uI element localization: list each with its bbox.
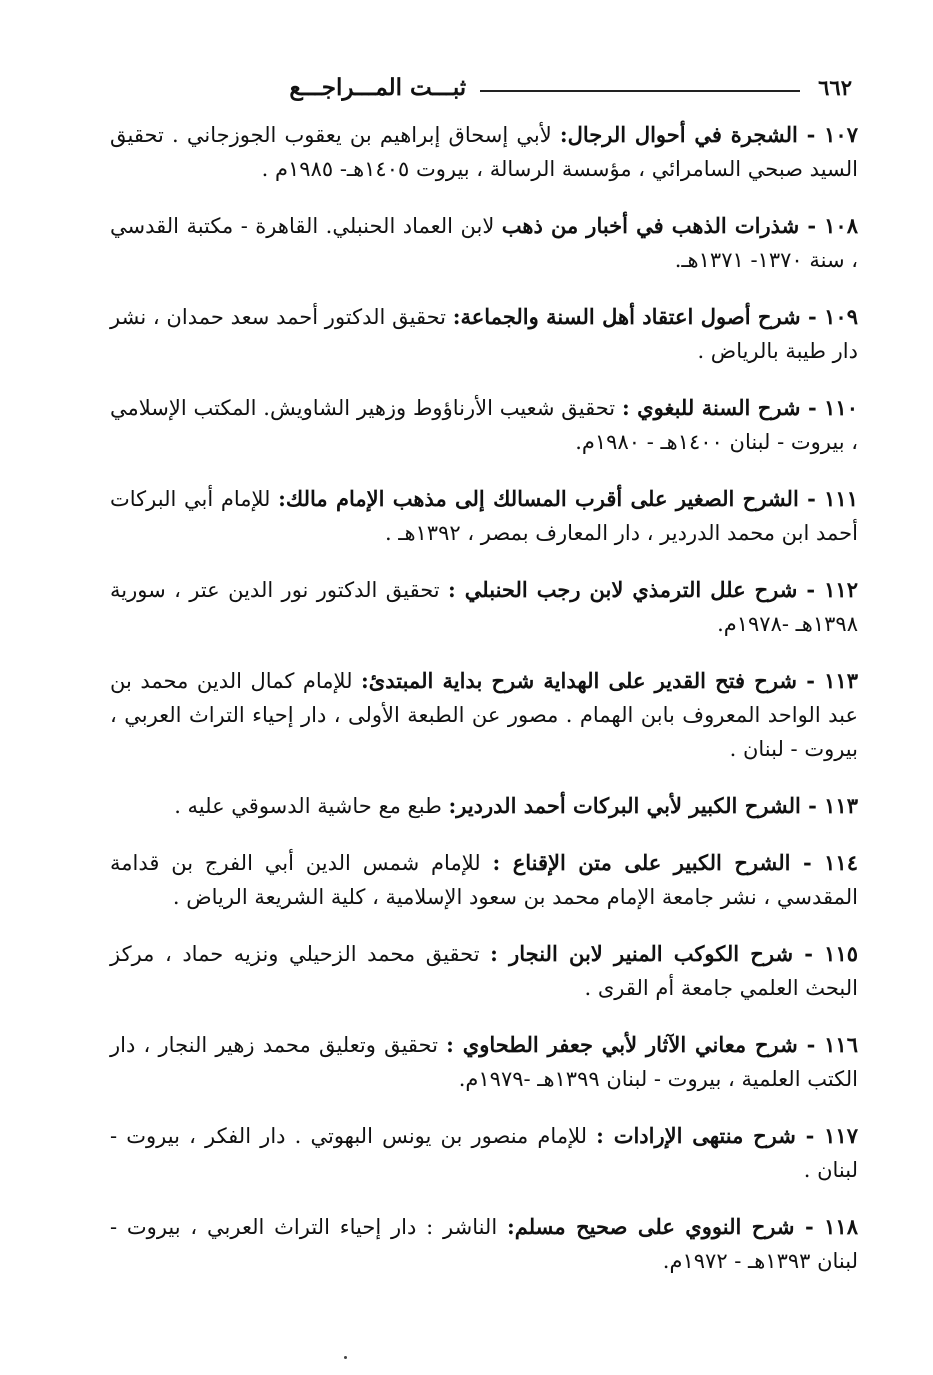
entry-details: تحقيق شعيب الأرناؤوط وزهير الشاويش. المكتب الإسلامي ، بيروت - لبنان ١٤٠٠هـ - ١٩٨٠م. xyxy=(110,396,858,454)
entry-details: تحقيق الدكتور نور الدين عتر ، سورية ١٣٩٨هـ -١٩٧٨م. xyxy=(110,578,858,636)
reference-entry xyxy=(110,391,858,459)
entry-number: ١١٤ xyxy=(824,850,858,875)
entry-title: شرح منتهى الإرادات : xyxy=(596,1123,796,1148)
entry-number: ١١٧ xyxy=(824,1123,858,1148)
entry-separator: - xyxy=(793,941,825,966)
entry-details: الناشر : دار إحياء التراث العربي ، بيروت - لبنان ١٣٩٣هـ - ١٩٧٢م. xyxy=(110,1215,858,1273)
reference-entry xyxy=(110,209,858,277)
entry-number: ١٠٧ xyxy=(824,122,858,147)
entry-number: ١١٠ xyxy=(824,395,858,420)
entry-title: الشرح الصغير على أقرب المسالك إلى مذهب الإمام مالك: xyxy=(278,486,799,511)
entry-number: ١١٣ xyxy=(824,668,858,693)
reference-entry xyxy=(110,937,858,1005)
entry-number: ١١٥ xyxy=(824,941,859,966)
entry-title: شرح أصول اعتقاد أهل السنة والجماعة: xyxy=(452,304,801,329)
entry-details: للإمام كمال الدين محمد بن عبد الواحد المعروف بابن الهمام . مصور عن الطبعة الأولى ، دار إحياء التراث العربي ، بيروت - لبنان . xyxy=(110,669,858,761)
reference-entry xyxy=(110,846,858,914)
entry-title: شرح النووي على صحيح مسلم: xyxy=(507,1214,795,1239)
entry-separator: - xyxy=(795,1123,825,1148)
entry-title: الشرح الكبير على متن الإقناع : xyxy=(492,850,791,875)
entry-separator: - xyxy=(798,486,825,511)
entry-separator: - xyxy=(797,122,825,147)
entry-number: ١١١ xyxy=(824,486,858,511)
entry-details: للإمام منصور بن يونس البهوتي . دار الفكر ، بيروت - لبنان . xyxy=(110,1124,858,1182)
entry-details: طبع مع حاشية الدسوقي عليه . xyxy=(174,794,442,818)
entry-details: لابن العماد الحنبلي. القاهرة - مكتبة القدسي ، سنة ١٣٧٠- ١٣٧١هـ. xyxy=(110,214,858,272)
header-rule xyxy=(480,90,800,92)
entry-separator: - xyxy=(799,213,825,238)
reference-entry xyxy=(110,482,858,550)
reference-entry xyxy=(110,573,858,641)
reference-entry xyxy=(110,1119,858,1187)
running-title: ثبـــت المـــراجـــع xyxy=(289,73,467,101)
ink-speck xyxy=(344,1356,347,1359)
entry-details: للإمام شمس الدين أبي الفرج بن قدامة المقدسي ، نشر جامعة الإمام محمد بن سعود الإسلامية ، كلية الشريعة الرياض . xyxy=(110,851,858,909)
entry-details: لأبي إسحاق إبراهيم بن يعقوب الجوزجاني . تحقيق السيد صبحي السامرائي ، مؤسسة الرسالة ، بيروت ١٤٠٥هـ- ١٩٨٥م . xyxy=(110,123,858,181)
entry-number: ١١٦ xyxy=(824,1032,858,1057)
entry-separator: - xyxy=(797,668,825,693)
entry-separator: - xyxy=(800,793,825,818)
entry-details: تحقيق الدكتور أحمد سعد حمدان ، نشر دار طيبة بالرياض . xyxy=(110,305,858,363)
reference-entry xyxy=(110,1028,858,1096)
page-header xyxy=(92,70,852,104)
page-number: ٦٦٢ xyxy=(818,74,852,100)
reference-entry xyxy=(110,300,858,368)
entry-title: شرح علل الترمذي لابن رجب الحنبلي : xyxy=(448,577,798,602)
entry-details: تحقيق محمد الزحيلي ونزيه حماد ، مركز البحث العلمي جامعة أم القرى . xyxy=(110,942,858,1000)
reference-entry xyxy=(110,789,858,823)
entry-separator: - xyxy=(797,577,825,602)
references-list xyxy=(110,118,858,1301)
entry-number: ١٠٩ xyxy=(824,304,858,329)
reference-entry xyxy=(110,118,858,186)
entry-details: تحقيق وتعليق محمد زهير النجار ، دار الكتب العلمية ، بيروت - لبنان ١٣٩٩هـ -١٩٧٩م. xyxy=(110,1033,858,1091)
entry-number: ١١٨ xyxy=(824,1214,858,1239)
entry-separator: - xyxy=(800,304,825,329)
entry-title: الشجرة في أحوال الرجال: xyxy=(559,122,798,147)
reference-entry xyxy=(110,1210,858,1278)
entry-title: شذرات الذهب في أخبار من ذهب xyxy=(501,213,800,238)
entry-number: ١١٢ xyxy=(824,577,858,602)
reference-entry xyxy=(110,664,858,766)
entry-title: شرح فتح القدير على الهداية شرح بداية المبتدئ: xyxy=(361,668,798,693)
entry-title: شرح معاني الآثار لأبي جعفر الطحاوي : xyxy=(446,1032,798,1057)
entry-details: للإمام أبي البركات أحمد ابن محمد الدردير ، دار المعارف بمصر ، ١٣٩٢هـ . xyxy=(110,487,858,545)
entry-separator: - xyxy=(797,1032,825,1057)
entry-number: ١٠٨ xyxy=(824,213,858,238)
entry-number: ١١٣ xyxy=(824,793,858,818)
entry-separator: - xyxy=(800,395,825,420)
entry-separator: - xyxy=(794,1214,825,1239)
entry-separator: - xyxy=(790,850,825,875)
entry-title: الشرح الكبير لأبي البركات أحمد الدردير: xyxy=(448,793,801,818)
entry-title: شرح الكوكب المنير لابن النجار : xyxy=(490,941,794,966)
entry-title: شرح السنة للبغوي : xyxy=(621,395,801,420)
